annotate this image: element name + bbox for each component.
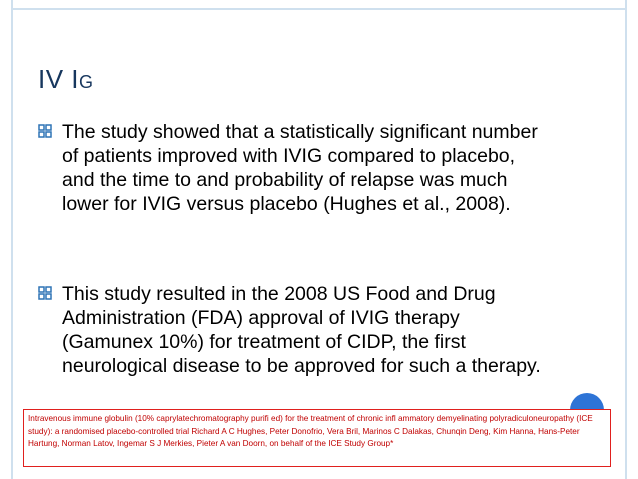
- ornament-bullet-icon: [38, 286, 52, 300]
- title-main: IV I: [38, 64, 80, 94]
- frame-right-border: [625, 0, 627, 479]
- citation-box: Intravenous immune globulin (10% caprylatechromatography puriﬁ ed) for the treatment of chronic inﬂ ammatory demyelinating polyradiculoneuropathy (ICE study): a randomised placebo-controlled trial Richard A C Hughes, Peter Donofrio, Vera Bril, Marinos C Dalakas, Chunqin Deng, Kim Hanna, Hans-Peter Hartung, Norman Latov, Ingemar S J Merkies, Pieter A van Doorn, on behalf of the ICE Study Group*: [23, 409, 611, 467]
- frame-left-border: [11, 0, 13, 479]
- bullet-text: The study showed that a statistically significant number of patients improved with IVIG compared to placebo, and the time to and probability of relapse was much lower for IVIG versus placebo (Hughes et al., 2008).: [62, 121, 538, 215]
- ornament-bullet-icon: [38, 124, 52, 138]
- title-small-caps: G: [79, 72, 94, 92]
- slide-title: [38, 64, 94, 95]
- bullet-text: This study resulted in the 2008 US Food and Drug Administration (FDA) approval of IVIG therapy (Gamunex 10%) for treatment of CIDP, the first neurological disease to be approved for such a therapy.: [62, 283, 541, 377]
- frame-top-border: [11, 8, 627, 10]
